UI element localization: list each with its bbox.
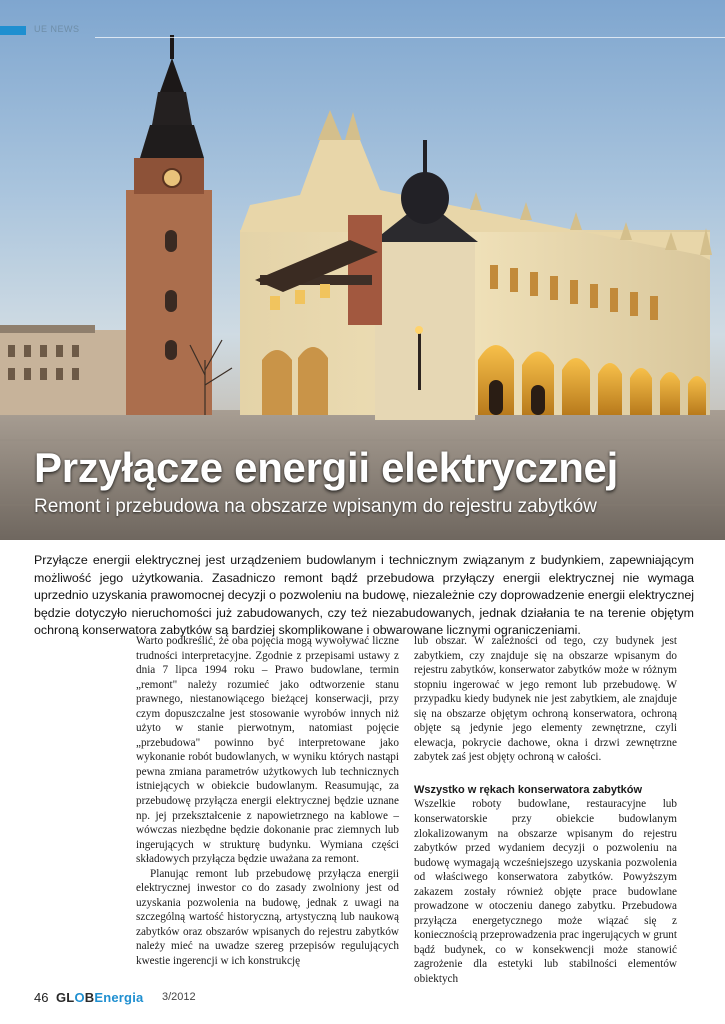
article-title: Przyłącze energii elektrycznej <box>34 444 618 491</box>
section-rule <box>95 37 725 38</box>
paragraph: lub obszar. W zależności od tego, czy budynek jest zabytkiem, czy znajduje się na obszarze wpisanym do rejestru zabytków, konserwator zabytków może w różnym stopniu ingerować w jego remont lub przebudowę. W przypadku kiedy budynek nie jest zabytkiem, ale znajduje się na obszarze objętym ochroną konserwatora, ochroną objęte są jedynie jego elementy zewnętrzne, czyli elewacja, pokrycie dachowe, okna i drzwi zewnętrzne zabytek zaś jest objęty ochroną w całości. <box>414 635 677 764</box>
logo-text-energia: Energia <box>94 990 144 1005</box>
logo-text-o: O <box>74 990 85 1005</box>
paragraph: Warto podkreślić, że oba pojęcia mogą wywoływać liczne trudności interpretacyjne. Zgodnie z przepisami ustawy z dnia 7 lipca 1994 roku – Prawo budowlane, termin „remont" należy rozumieć jako odtworzenie stanu prawnego, niestanowiącego bieżącej konserwacji, przy czym dopuszczalne jest stosowanie wyrobów innych niż użyto w stanie pierwotnym, natomiast pojęcie „przebudowa" powinno być interpretowane jako wykonanie robót budowlanych, w wyniku których nastąpi pewna zmiana parametrów użytkowych lub technicznych istniejących w obiekcie budowlanym. Reasumując, za przebudowę przyłącza energii elektrycznej będzie uznane np. jej przekształcenie z napowietrznego na kablowe – wówczas niezbędne będzie dokonanie prac ziemnych lub ingerujących w strukturę budynku. Wymiana części składowych przyłącza będzie uważana za remont. <box>136 635 399 866</box>
magazine-logo <box>56 990 143 1005</box>
section-heading: Wszystko w rękach konserwatora zabytków <box>414 783 643 796</box>
article-lead: Przyłącze energii elektrycznej jest urządzeniem budowlanym i technicznym związanym z budynkiem, zapewniającym możliwość jego użytkowania. Zasadniczo remont bądź przebudowa przyłączy energii elektrycznej nie wymaga uprzednio uzyskania prawomocnej decyzji o pozwoleniu na budowę, niezależnie czy doprowadzenie energii elektrycznej będzie dotyczyło nieruchomości już zabudowanych, czy też niezabudowanych, jednak działania te na terenie objętym ochroną konserwatora zabytków są bardziej skomplikowane i obwarowane licznymi ograniczeniami. <box>34 553 694 637</box>
issue-number: 3/2012 <box>162 991 196 1003</box>
page-number: 46 <box>34 990 49 1005</box>
paragraph: Planując remont lub przebudowę przyłącza energii elektrycznej inwestor co do zasady zwolniony jest od uzyskania pozwolenia na budowę, jednak z uwagi na szczególną wartość historyczną, artystyczną lub naukową zabytków oraz obszarów wpisanych do rejestru zabytków należy mieć na uwadze szereg przepisów regulujących kwestie ingerencji w ich konstrukcję <box>136 867 399 968</box>
section-label: UE NEWS <box>34 24 80 34</box>
article-subtitle: Remont i przebudowa na obszarze wpisanym do rejestru zabytków <box>34 496 597 517</box>
logo-text-gl: GL <box>56 990 75 1005</box>
section-tab <box>0 26 26 35</box>
paragraph: Wszelkie roboty budowlane, restauracyjne lub konserwatorskie przy obiekcie budowlanym zlokalizowanym na obszarze wpisanym do rejestru zabytków przed wydaniem decyzji o pozwoleniu na budowę wymagają wcześniejszego uzyskania pozwolenia od właściwego konserwatora zabytków. Powyższym zakazem zostały również objęte prace budowlane prowadzone w otoczeniu danego zabytku. Przebudowa przyłącza energetycznego może wiązać się z koniecznością przeprowadzenia prac ingerujących w grunt bądź budynek, co w konsekwencji może stanowić zagrożenie dla estetyki lub stabilności elementów obiektych <box>414 798 677 985</box>
logo-text-b: B <box>84 990 95 1005</box>
body-column-right <box>414 634 677 987</box>
body-column-left <box>136 634 399 969</box>
